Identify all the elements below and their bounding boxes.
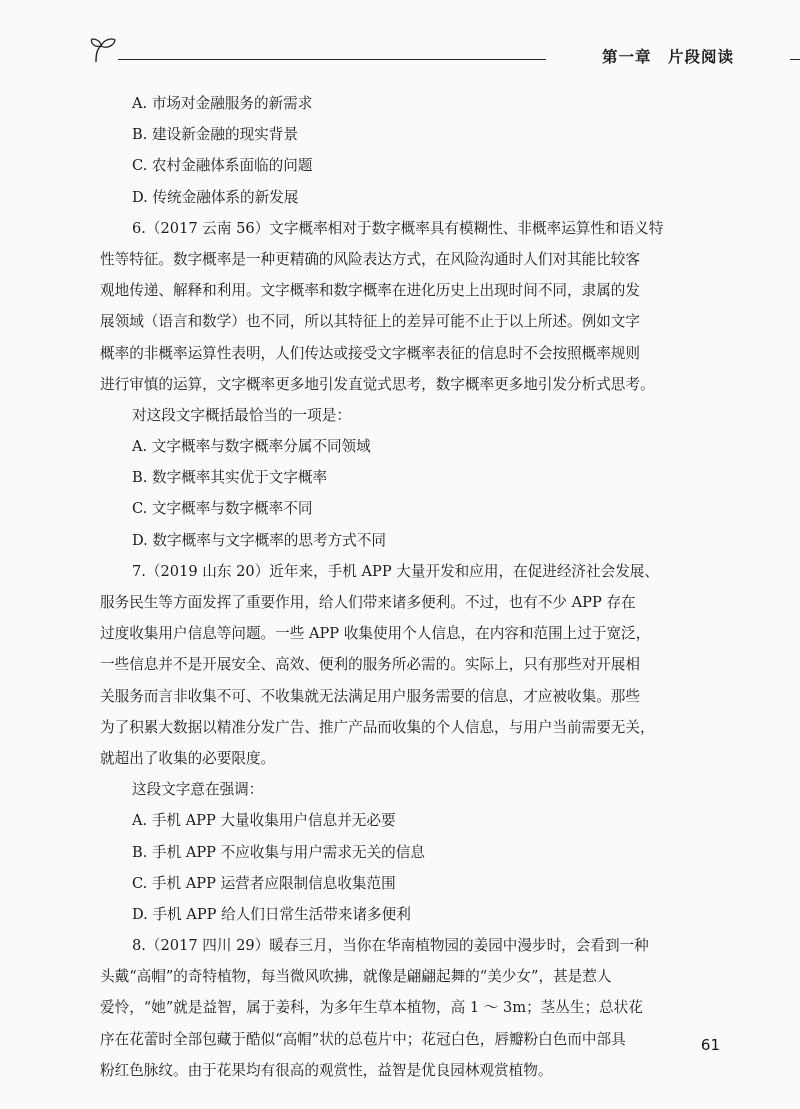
q5-option-a: A. 市场对金融服务的新需求	[132, 95, 313, 112]
q5-options	[100, 88, 710, 213]
q6-text-line: 性等特征。数字概率是一种更精确的风险表达方式，在风险沟通时人们对其能比较客	[100, 250, 640, 268]
q6-text-line: 观地传递、解释和利用。文字概率和数字概率在进化历史上出现时间不同，隶属的发	[100, 282, 640, 300]
q7-text-line: 服务民生等方面发挥了重要作用，给人们带来诸多便利。不过，也有不少 APP 存在	[100, 594, 636, 611]
q6-option-d: D. 数字概率与文字概率的思考方式不同	[132, 531, 386, 549]
q7-option-b: B. 手机 APP 不应收集与用户需求无关的信息	[132, 843, 425, 861]
q5-option-d: D. 传统金融体系的新发展	[132, 188, 299, 206]
q7-text-line: 7.（2019 山东 20）近年来，手机 APP 大量开发和应用，在促进经济社会发展、	[132, 562, 659, 580]
sprout-icon	[88, 36, 122, 64]
q7-text-line: 一些信息并不是开展安全、高效、便利的服务所必需的。实际上，只有那些对开展相	[100, 656, 640, 674]
q6-text-line: 进行审慎的运算，文字概率更多地引发直觉式思考，数字概率更多地引发分析式思考。	[100, 375, 655, 393]
q8-text-line: 序在花蕾时全部包藏于酷似“高帽”状的总苞片中；花冠白色，唇瓣粉白色而中部具	[100, 1030, 626, 1048]
page-number: 61	[700, 1036, 720, 1054]
q5-option-c: C. 农村金融体系面临的问题	[132, 157, 313, 175]
q7-text-line: 为了积累大数据以精准分发广告、推广产品而收集的个人信息，与用户当前需要无关，	[100, 718, 655, 736]
q6-option-b: B. 数字概率其实优于文字概率	[132, 469, 328, 487]
q7-option-c: C. 手机 APP 运营者应限制信息收集范围	[132, 874, 396, 892]
page-content	[100, 88, 710, 1086]
q8-text-line: 头戴“高帽”的奇特植物，每当微风吹拂，就像是翩翩起舞的“美少女”，甚是惹人	[100, 968, 612, 986]
q6-text-line: 概率的非概率运算性表明，人们传达或接受文字概率表征的信息时不会按照概率规则	[100, 344, 640, 362]
q7-text-line: 过度收集用户信息等问题。一些 APP 收集使用个人信息，在内容和范围上过于宽泛，	[100, 625, 651, 643]
q8-text-line: 粉红色脉纹。由于花果均有很高的观赏性，益智是优良园林观赏植物。	[100, 1061, 553, 1079]
q6-option-c: C. 文字概率与数字概率不同	[132, 500, 313, 518]
q7-option-d: D. 手机 APP 给人们日常生活带来诸多便利	[132, 905, 411, 923]
q6-option-a: A. 文字概率与数字概率分属不同领域	[132, 438, 371, 456]
page-header	[88, 32, 734, 72]
q5-option-b: B. 建设新金融的现实背景	[132, 126, 298, 144]
q8-text-line: 8.（2017 四川 29）暖春三月，当你在华南植物园的姜园中漫步时，会看到一种	[132, 937, 649, 955]
q7-text-line: 关服务而言非收集不可、不收集就无法满足用户服务需要的信息，才应被收集。那些	[100, 687, 640, 705]
q8-text-line: 爱怜，“她”就是益智，属于姜科，为多年生草本植物，高 1 ～ 3m；茎丛生；总状花	[100, 999, 643, 1017]
q6-prompt: 对这段文字概括最恰当的一项是：	[132, 406, 351, 424]
chapter-title: 第一章 片段阅读	[546, 45, 790, 69]
q6-text-line: 展领域（语言和数学）也不同，所以其特征上的差异可能不止于以上所述。例如文字	[100, 313, 640, 331]
q7-text-line: 就超出了收集的必要限度。	[100, 749, 276, 767]
q7-option-a: A. 手机 APP 大量收集用户信息并无必要	[132, 812, 396, 830]
question-8	[100, 930, 710, 1086]
q6-text-line: 6.（2017 云南 56）文字概率相对于数字概率具有模糊性、非概率运算性和语义特	[132, 219, 664, 237]
question-7	[100, 556, 710, 930]
q7-prompt: 这段文字意在强调：	[132, 781, 264, 799]
question-6	[100, 213, 710, 556]
